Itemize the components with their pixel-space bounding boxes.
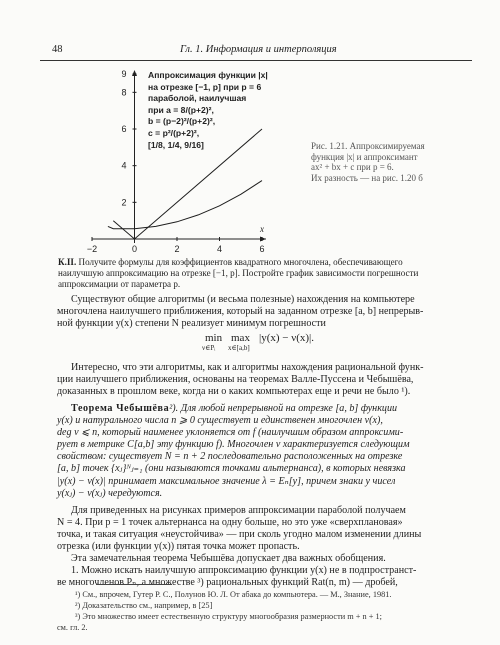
paragraph-5 <box>57 565 475 589</box>
formula-min-sub: ν∈Pᵢ <box>202 344 216 352</box>
caption-line: функция |x| и аппроксимант <box>311 151 418 162</box>
x-tick-label: 0 <box>131 244 138 254</box>
x-tick-label: 4 <box>216 244 223 254</box>
text-line: точка, и такая ситуация «неустойчива» — при сколь угодно малом изменении длины <box>57 529 422 541</box>
formula-max-sub: x∈[a,b] <box>228 344 250 352</box>
text-line: N = 4. При p = 1 точек альтернанса на одну больше, но это уже «сверхплановая» <box>57 517 403 529</box>
footnote: ¹) См., впрочем, Гутер Р. С., Полунов Ю. Л. От абака до компьютера. — М., Знание, 1981. <box>75 590 392 599</box>
header-rule <box>40 60 472 61</box>
page-number: 48 <box>52 44 63 55</box>
x-tick-label: 2 <box>174 244 180 254</box>
series-parabola-line <box>108 181 262 229</box>
text-line: Эта замечательная теорема Чебышёва допускает два важных обобщения. <box>71 553 386 564</box>
caption-line: ax² + bx + c при p = 6. <box>311 162 394 172</box>
text-line: ной функции y(x) степени N реализует минимум погрешности <box>57 318 326 330</box>
paragraph-4 <box>57 553 475 565</box>
legend-line: параболой, наилучшая <box>148 93 247 104</box>
legend-line: Аппроксимация функции |x| <box>148 70 268 80</box>
legend-line: [1/8, 1/4, 9/16] <box>148 139 204 150</box>
y-tick-label: 4 <box>121 160 127 171</box>
running-title: Гл. 1. Информация и интерполяция <box>180 44 337 55</box>
caption-line: Их разность — на рис. 1.20 б <box>311 172 423 183</box>
text-line: Существуют общие алгоритмы (и весьма полезные) нахождения на компьютере <box>71 294 415 305</box>
minmax-formula <box>202 332 325 358</box>
paragraph-3 <box>57 505 475 553</box>
figure-legend <box>148 70 268 151</box>
x-axis-label: x <box>260 224 264 234</box>
theorem-title: Теорема Чебышёва <box>71 403 170 414</box>
text-line: [a, b] точек {xⱼ}ᴺⱼ₌₁ (они называются точками альтернанса), в которых невязка <box>57 463 406 475</box>
footnotes <box>57 589 475 633</box>
text-line: y(x) и натурального числа n ⩾ 0 существует и единственен многочлен ν(x), <box>57 415 383 427</box>
x-tick-label: 6 <box>259 244 265 254</box>
chebyshev-theorem <box>57 403 475 500</box>
y-axis-arrow <box>132 70 137 76</box>
legend-line: c = p²/(p+2)², <box>148 127 200 138</box>
text-line: ве многочленов Pₙ, а множестве ³) рациональных функций Rat(n, m) — дробей, <box>57 577 398 589</box>
y-tick-label: 2 <box>121 197 127 208</box>
footnote: см. гл. 2. <box>57 623 88 632</box>
figure-caption <box>311 141 476 183</box>
formula-body: |y(x) − ν(x)|. <box>259 332 314 344</box>
text-line: |y(x) − ν(x)| принимает максимальное значение λ = Eₙ[y], причем знаки у чисел <box>57 475 396 487</box>
y-tick-label: 6 <box>121 124 127 134</box>
text-line: y(xⱼ) − ν(xⱼ) чередуются. <box>57 487 163 499</box>
text-line: рует в метрике C[a,b] эту функцию f). Многочлен ν характеризуется следующим <box>57 439 410 451</box>
footnote: ²) Доказательство см., например, в [25] <box>75 601 213 610</box>
paragraph-1 <box>57 294 475 330</box>
formula-max: max <box>231 332 250 344</box>
x-axis-arrow <box>260 237 266 242</box>
text-line: Интересно, что эти алгоритмы, как и алгоритмы нахождения рациональной функ- <box>71 362 424 373</box>
problem-label: К.II. <box>58 257 77 267</box>
text-line: отрезка (или функции y(x)) пятая точка может пропасть. <box>57 541 300 553</box>
text-line: 1. Можно искать наилучшую аппроксимацию функции y(x) не в подпространст- <box>71 565 417 576</box>
paragraph-2 <box>57 362 475 398</box>
text-line: ²). Для любой непрерывной на отрезке [a, b] функции <box>169 403 398 414</box>
text-line: многочлена наилучшего приближения, который на заданном отрезке [a, b] непрерыв- <box>57 306 424 318</box>
legend-line: на отрезке [−1, p] при p = 6 <box>148 81 262 92</box>
text-line: deg ν ⩽ n, который наименее уклоняется от f (наилучшим образом аппроксими- <box>57 427 404 439</box>
footnote-rule <box>96 584 172 585</box>
problem-block <box>58 257 474 290</box>
formula-min: min <box>205 332 223 344</box>
text-line: свойством: существует N = n + 2 последовательно расположенных на отрезке <box>57 451 403 463</box>
text-line: Для приведенных на рисунках примеров аппроксимации параболой получаем <box>71 505 406 516</box>
y-tick-label: 8 <box>121 87 127 98</box>
problem-line: аппроксимации от параметра p. <box>58 279 181 289</box>
text-line: ции наилучшего приближения, основаны на теоремах Валле-Пуссена и Чебышёва, <box>57 374 414 386</box>
problem-line: Получите формулы для коэффициентов квадратного многочлена, обеспечивающего <box>78 257 403 267</box>
problem-line: наилучшую аппроксимацию на отрезке [−1, p]. Постройте график зависимости погрешности <box>58 268 419 278</box>
legend-line: b = (p−2)²/(p+2)², <box>148 116 216 127</box>
text-line: доказанных в прошлом веке, когда ни о каких компьютерах еще и речи не было ¹). <box>57 386 411 398</box>
caption-line: Рис. 1.21. Аппроксимируемая <box>311 141 425 151</box>
x-tick-label: −2 <box>86 244 98 254</box>
legend-line: при a = 8/(p+2)², <box>148 104 214 115</box>
y-tick-label: 9 <box>121 69 127 79</box>
footnote: ³) Это множество имеет естественную структуру многообразия размерности m + n + 1; <box>75 612 382 621</box>
